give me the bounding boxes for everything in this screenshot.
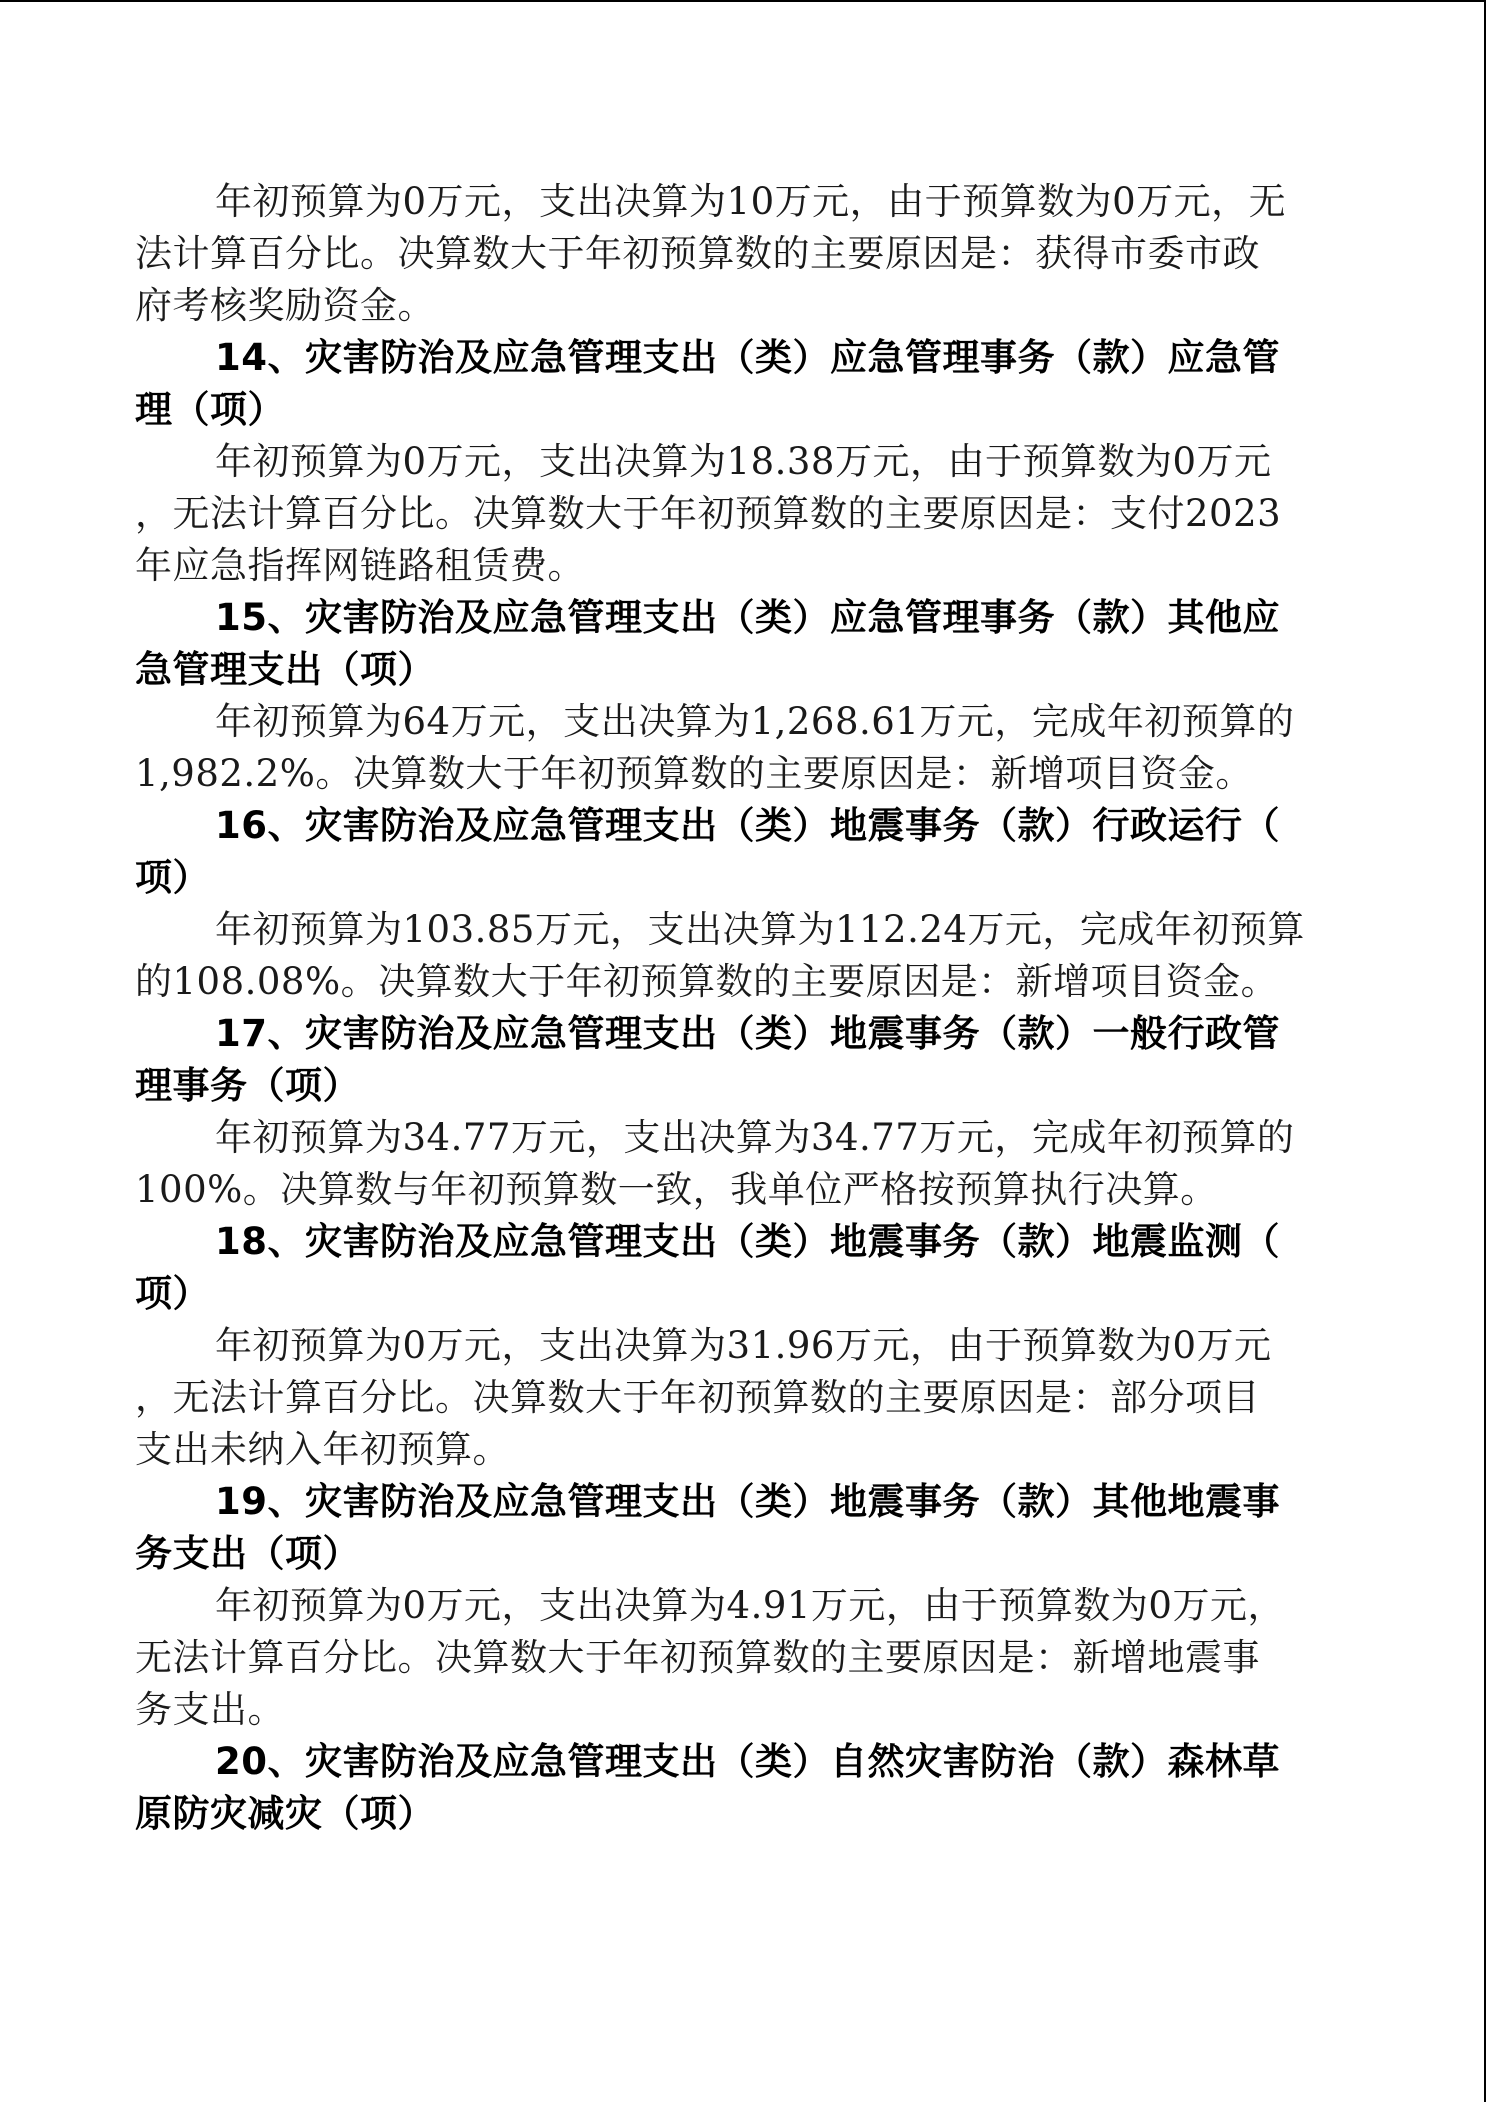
text-line: 年初预算为0万元，支出决算为4.91万元，由于预算数为0万元， [215, 1584, 1285, 1627]
heading-line: 18、灾害防治及应急管理支出（类）地震事务（款）地震监测（ [215, 1220, 1280, 1263]
text-line: 1,982.2%。决算数大于年初预算数的主要原因是：新增项目资金。 [135, 752, 1253, 795]
heading-line: 项） [135, 1272, 210, 1315]
text-line: 年初预算为0万元，支出决算为31.96万元，由于预算数为0万元 [215, 1324, 1272, 1367]
section-heading [135, 1476, 1345, 1580]
text-line: 年初预算为0万元，支出决算为18.38万元，由于预算数为0万元 [215, 440, 1272, 483]
heading-line: 16、灾害防治及应急管理支出（类）地震事务（款）行政运行（ [215, 804, 1280, 847]
text-line: 年应急指挥网链路租赁费。 [135, 544, 585, 587]
text-line: 无法计算百分比。决算数大于年初预算数的主要原因是：新增地震事 [135, 1636, 1260, 1679]
heading-line: 务支出（项） [135, 1532, 360, 1575]
heading-line: 17、灾害防治及应急管理支出（类）地震事务（款）一般行政管 [215, 1012, 1280, 1055]
heading-line: 项） [135, 856, 210, 899]
section-heading [135, 592, 1345, 696]
heading-line: 原防灾减灾（项） [135, 1792, 435, 1835]
paragraph [135, 1580, 1345, 1736]
text-line: 府考核奖励资金。 [135, 284, 435, 327]
paragraph [135, 1320, 1345, 1476]
text-line: 的108.08%。决算数大于年初预算数的主要原因是：新增项目资金。 [135, 960, 1279, 1003]
text-line: 100%。决算数与年初预算数一致，我单位严格按预算执行决算。 [135, 1168, 1218, 1211]
text-line: 年初预算为34.77万元，支出决算为34.77万元，完成年初预算的 [215, 1116, 1295, 1159]
text-line: 年初预算为64万元，支出决算为1,268.61万元，完成年初预算的 [215, 700, 1295, 743]
text-line: 年初预算为0万元，支出决算为10万元，由于预算数为0万元，无 [215, 180, 1287, 223]
heading-line: 20、灾害防治及应急管理支出（类）自然灾害防治（款）森林草 [215, 1740, 1280, 1783]
heading-line: 15、灾害防治及应急管理支出（类）应急管理事务（款）其他应 [215, 596, 1280, 639]
text-line: ，无法计算百分比。决算数大于年初预算数的主要原因是：部分项目 [135, 1376, 1260, 1419]
text-line: 务支出。 [135, 1688, 285, 1731]
paragraph [135, 1112, 1345, 1216]
heading-line: 理事务（项） [135, 1064, 360, 1107]
paragraph [135, 436, 1345, 592]
paragraph [135, 176, 1345, 332]
paragraph [135, 696, 1345, 800]
section-heading [135, 1736, 1345, 1840]
text-line: 法计算百分比。决算数大于年初预算数的主要原因是：获得市委市政 [135, 232, 1260, 275]
text-line: ，无法计算百分比。决算数大于年初预算数的主要原因是：支付2023 [135, 492, 1282, 535]
document-body [135, 176, 1345, 1840]
section-heading [135, 1008, 1345, 1112]
heading-line: 急管理支出（项） [135, 648, 435, 691]
heading-line: 19、灾害防治及应急管理支出（类）地震事务（款）其他地震事 [215, 1480, 1280, 1523]
text-line: 支出未纳入年初预算。 [135, 1428, 510, 1471]
heading-line: 理（项） [135, 388, 285, 431]
section-heading [135, 332, 1345, 436]
text-line: 年初预算为103.85万元，支出决算为112.24万元，完成年初预算 [215, 908, 1305, 951]
heading-line: 14、灾害防治及应急管理支出（类）应急管理事务（款）应急管 [215, 336, 1280, 379]
section-heading [135, 1216, 1345, 1320]
paragraph [135, 904, 1345, 1008]
section-heading [135, 800, 1345, 904]
